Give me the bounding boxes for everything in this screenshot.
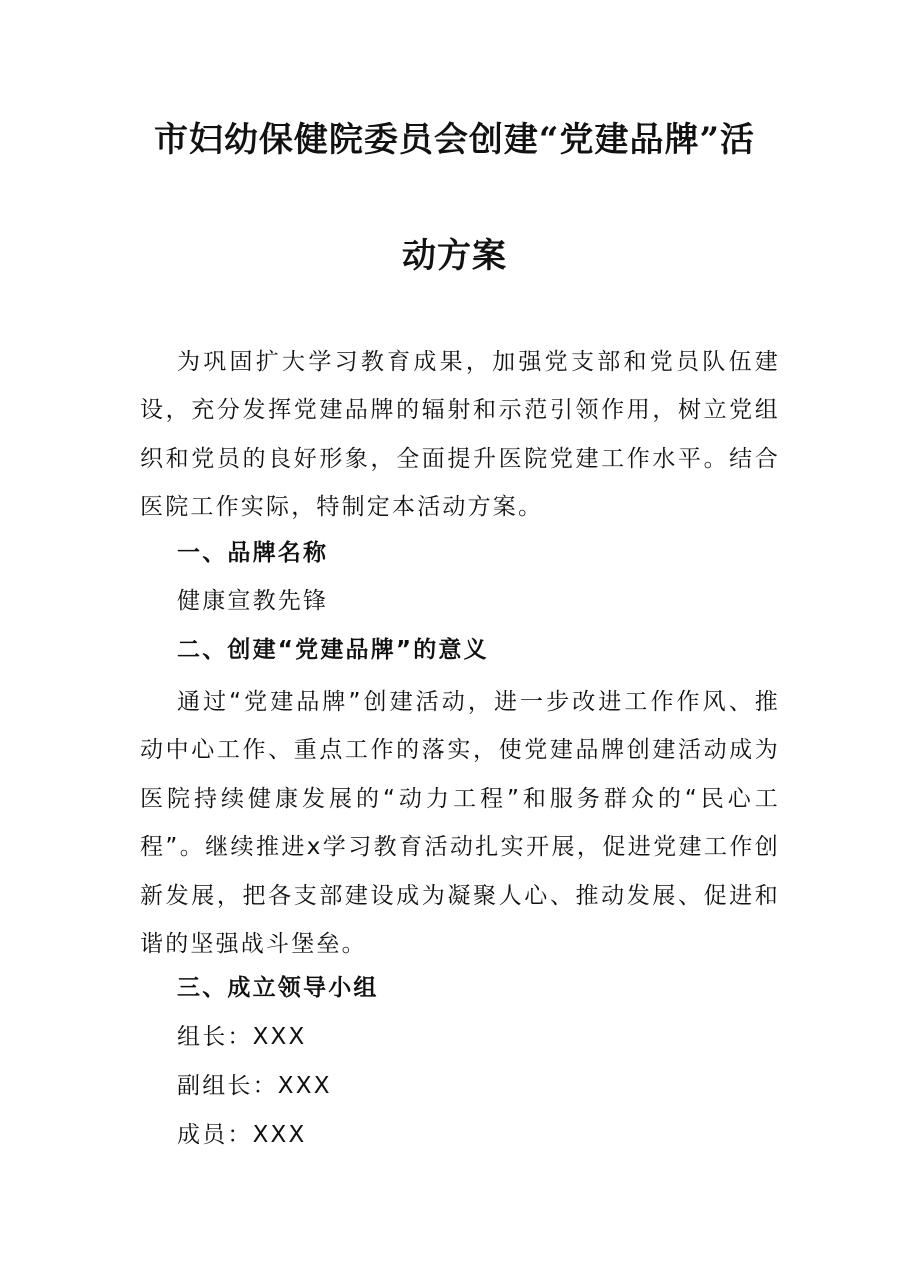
- significance-paragraph: 通过“党建品牌”创建活动，进一步改进工作作风、推动中心工作、重点工作的落实，使党建品牌创建活动成为医院持续健康发展的“动力工程”和服务群众的“民心工程”。继续推进x学习教育活动扎实开展，促进党建工作创新发展，把各支部建设成为凝聚人心、推动发展、促进和谐的坚强战斗堡垒。: [140, 689, 780, 958]
- document-title-line-1: 市妇幼保健院委员会创建“党建品牌”活: [153, 120, 756, 160]
- section-heading-leadership-group: 三、成立领导小组: [177, 975, 379, 1001]
- leader-item-members: 成员：XXX: [177, 1122, 307, 1148]
- leader-item-group-leader: 组长：XXX: [177, 1024, 307, 1050]
- section-heading-brand-name: 一、品牌名称: [177, 540, 329, 566]
- intro-paragraph: 为巩固扩大学习教育成果，加强党支部和党员队伍建设，充分发挥党建品牌的辐射和示范引领作用，树立党组织和党员的良好形象，全面提升医院党建工作水平。结合医院工作实际，特制定本活动方案。: [140, 349, 780, 521]
- document-title-line-2: 动方案: [402, 236, 507, 276]
- section-heading-significance: 二、创建“党建品牌”的意义: [177, 637, 489, 663]
- leader-item-deputy-leader: 副组长：XXX: [177, 1073, 332, 1099]
- brand-name-text: 健康宣教先锋: [177, 588, 329, 614]
